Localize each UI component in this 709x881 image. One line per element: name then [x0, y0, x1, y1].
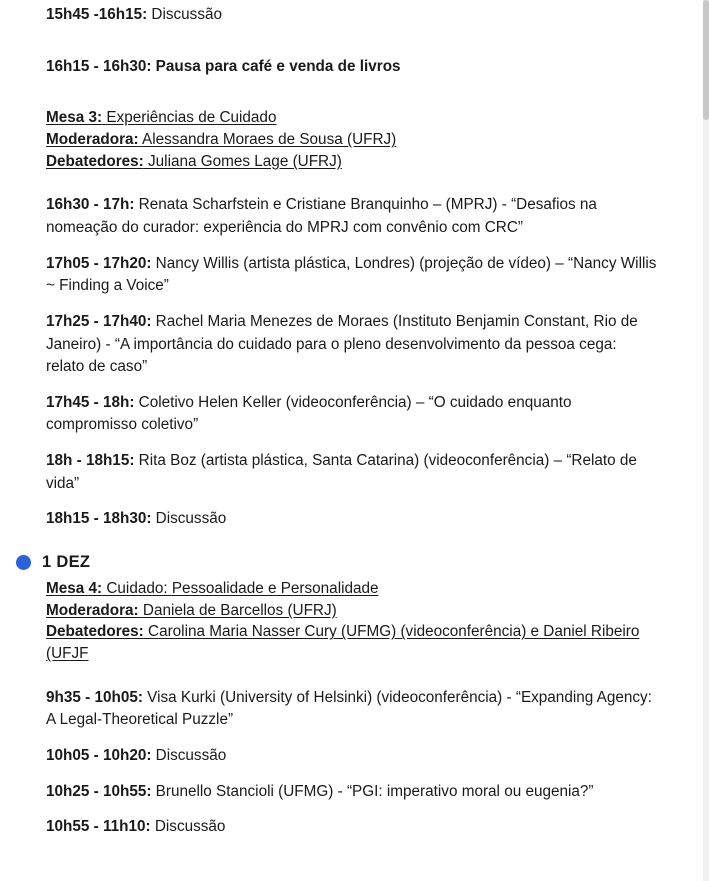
schedule-item [46, 194, 657, 239]
panel-value: Juliana Gomes Lage (UFRJ) [143, 152, 342, 170]
panel-debaters-row [46, 151, 657, 173]
panel-label: Debatedores: [46, 152, 144, 170]
schedule-item [46, 392, 657, 437]
panel-block-mesa-4 [46, 578, 657, 665]
bullet-dot-icon [16, 555, 31, 570]
scrollbar-thumb[interactable] [703, 0, 709, 120]
panel-value: Carolina Maria Nasser Cury (UFMG) (videoconferência) e Daniel Ribeiro (UFJF [46, 623, 640, 663]
panel-title-row [46, 107, 657, 129]
schedule-item [46, 508, 657, 531]
schedule-item-time: 18h15 - 18h30: [46, 510, 152, 528]
schedule-item-time: 15h45 -16h15: [46, 6, 148, 23]
schedule-item-text: Rita Boz (artista plástica, Santa Catarina) (videoconferência) – “Relato de vida” [46, 452, 637, 492]
schedule-item-text: Coletivo Helen Keller (videoconferência) – “O cuidado enquanto compromisso coletivo” [46, 393, 572, 434]
panel-value: Experiências de Cuidado [102, 109, 277, 127]
schedule-item-text: Renata Scharfstein e Cristiane Branquinho – (MPRJ) - “Desafios na nomeação do curador: experiência do MPRJ com convênio com CRC” [46, 196, 597, 237]
schedule-item-text: Visa Kurki (University of Helsinki) (videoconferência) - “Expanding Agency: A Legal-Theoretical Puzzle” [46, 688, 652, 729]
schedule-item-text: Discussão [147, 6, 222, 23]
schedule-item-time: 10h55 - 11h10: [46, 818, 151, 836]
schedule-item-text: Pausa para café e venda de livros [151, 57, 401, 75]
schedule-item [46, 687, 657, 732]
schedule-item-time: 17h25 - 17h40: [46, 312, 152, 330]
panel-value: Alessandra Moraes de Sousa (UFRJ) [138, 130, 397, 148]
panel-value: Cuidado: Pessoalidade e Personalidade [102, 579, 379, 597]
panel-label: Debatedores: [46, 623, 144, 641]
panel-debaters-row [46, 621, 657, 664]
schedule-item-text: Nancy Willis (artista plástica, Londres) (projeção de vídeo) – “Nancy Willis ~ Finding a Voice” [46, 254, 657, 295]
schedule-item-time: 18h - 18h15: [46, 452, 135, 470]
panel-label: Moderadora: [46, 130, 139, 148]
schedule-item-time: 16h30 - 17h: [46, 196, 135, 214]
schedule-item-time: 10h25 - 10h55: [46, 782, 152, 800]
scrollbar-track[interactable] [703, 0, 709, 881]
schedule-item [46, 450, 657, 495]
schedule-item [46, 816, 657, 839]
panel-label: Mesa 3: [46, 109, 103, 127]
schedule-item [46, 4, 657, 27]
panel-title-row [46, 578, 657, 600]
panel-label: Moderadora: [46, 601, 139, 619]
schedule-item [46, 311, 657, 379]
schedule-item-break [46, 56, 657, 79]
schedule-item-time: 16h15 - 16h30: [46, 57, 152, 75]
schedule-item-text: Discussão [150, 818, 226, 836]
panel-label: Mesa 4: [46, 579, 103, 597]
panel-moderator-row [46, 129, 657, 151]
panel-value: Daniela de Barcellos (UFRJ) [138, 601, 337, 619]
schedule-item [46, 745, 657, 768]
panel-moderator-row [46, 600, 657, 622]
schedule-item-time: 10h05 - 10h20: [46, 747, 152, 765]
schedule-item [46, 253, 657, 298]
day-label: 1 DEZ [42, 552, 91, 571]
schedule-item-time: 17h05 - 17h20: [46, 254, 152, 272]
day-marker [16, 553, 657, 572]
schedule-item-text: Discussão [151, 510, 227, 528]
schedule-item-text: Rachel Maria Menezes de Moraes (Instituto Benjamin Constant, Rio de Janeiro) - “A importância do cuidado para o pleno desenvolvimento da pessoa cega: relato de caso” [46, 312, 638, 376]
schedule-item-text: Brunello Stancioli (UFMG) - “PGI: imperativo moral ou eugenia?” [151, 782, 594, 800]
panel-block-mesa-3 [46, 107, 657, 172]
schedule-item-time: 17h45 - 18h: [46, 393, 135, 411]
schedule-item [46, 781, 657, 804]
schedule-item-text: Discussão [151, 747, 227, 765]
schedule-item-time: 9h35 - 10h05: [46, 688, 143, 706]
